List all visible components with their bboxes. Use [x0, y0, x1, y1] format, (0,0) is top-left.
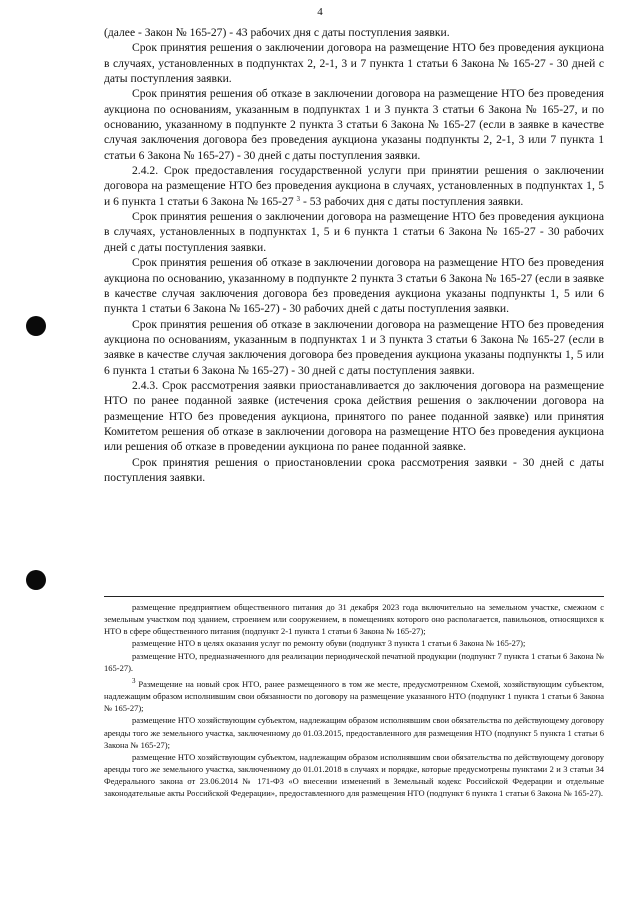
body-paragraph: Срок принятия решения об отказе в заключении договора на размещение НТО без проведения аукциона по основаниям, указанным в подпунктах 1 и 3 пункта 3 статьи 6 Закона № 165-27 (если в заявке в качестве случая заключения договора без проведения аукциона указаны подпункты 1, 5 или 6 пункта 1 статьи 6 Закона № 165-27) - 30 дней с даты поступления заявки. [104, 317, 604, 377]
footnote-item: размещение НТО, предназначенного для реализации периодической печатной продукции (подпункт 7 пункта 1 статьи 6 Закона № 165-27). [104, 650, 604, 673]
body-paragraph: (далее - Закон № 165-27) - 43 рабочих дня с даты поступления заявки. [104, 26, 450, 39]
footnote-item: размещение НТО в целях оказания услуг по ремонту обуви (подпункт 3 пункта 1 статьи 6 Закона № 165-27); [132, 638, 526, 649]
section-2-4-2-text: 2.4.2. Срок предоставления государственной услуги при принятии решения о заключении договора на размещение НТО без проведения аукциона в случаях, установленных в подпунктах 1, 5 и 6 пункта 1 статьи 6 Закона № 165-27 [104, 164, 604, 208]
body-paragraph: Срок принятия решения о заключении договора на размещение НТО без проведения аукциона в случаях, установленных в подпунктах 2, 2-1, 3 и 7 пункта 1 статьи 6 Закона № 165-27 - 30 дней с даты поступления заявки. [104, 41, 604, 86]
footnote-3 [104, 678, 604, 714]
page-number: 4 [317, 6, 323, 18]
body-paragraph: Срок принятия решения об отказе в заключении договора на размещение НТО без проведения аукциона по основанию, указанному в подпункте 2 пункта 3 статьи 6 Закона № 165-27 (если в заявке в качестве случая заключения договора без проведения аукциона указаны подпункты 1, 5 или 6 пункта 1 статьи 6 Закона № 165-27) - 30 рабочих дней с даты поступления заявки. [104, 256, 604, 316]
footnote-marker: 3 [132, 676, 136, 685]
section-2-4-2-tail: - 53 рабочих дня с даты поступления заявки. [300, 194, 524, 208]
footnote-item: размещение НТО хозяйствующим субъектом, надлежащим образом исполнявшим свои обязательства по действующему договору аренды того же земельного участка, заключенному до 01.01.2018 в случаях и порядке, которые предусмотрены пунктами 2 и 3 статьи 34 Федерального закона от 23.06.2014 № 171-ФЗ «О внесении изменений в Земельный кодекс Российской Федерации и отдельные законодательные акты Российской Федерации», предоставленного для размещения НТО (подпункт 6 пункта 1 статьи 6 Закона № 165-27). [104, 751, 604, 799]
footnotes-block [104, 601, 604, 800]
body-paragraph: Срок принятия решения о приостановлении срока рассмотрения заявки - 30 дней с даты поступления заявки. [104, 455, 604, 484]
section-2-4-2-paragraph [104, 163, 604, 209]
punch-hole-mark [26, 316, 46, 336]
document-body [104, 25, 604, 485]
section-2-4-3-paragraph: 2.4.3. Срок рассмотрения заявки приостанавливается до заключения договора на размещение НТО по ранее поданной заявке (истечения срока действия решения о заключении договора на размещение НТО без проведения аукциона, принятого по ранее поданной заявке) или принятия Комитетом решения об отказе в заключении договора на размещение НТО без проведения аукциона или решения об отказе в проведении аукциона по ранее поданной заявке. [104, 378, 604, 454]
footnote-item: размещение предприятием общественного питания до 31 декабря 2023 года включительно на земельном участке, смежном с земельным участком под зданием, строением или сооружением, в помещениях которого оно располагается, павильонов, относящихся к НТО в сфере общественного питания (подпункт 2-1 пункта 1 статьи 6 Закона № 165-27); [104, 602, 604, 637]
footnote-3-text: Размещение на новый срок НТО, ранее размещенного в том же месте, предусмотренном Схемой, хозяйствующим субъектом, надлежащим образом исполнившим свои обязанности по договору на размещение указанного НТО (подпункт 1 пункта 1 статьи 6 Закона № 165-27); [104, 678, 604, 714]
footnote-reference: 3 [296, 194, 301, 203]
footnote-separator [104, 596, 604, 597]
body-paragraph: Срок принятия решения о заключении договора на размещение НТО без проведения аукциона в случаях, установленных в подпунктах 1, 5 и 6 пункта 1 статьи 6 Закона № 165-27 - 30 рабочих дней с даты поступления заявки. [104, 210, 604, 254]
body-paragraph: Срок принятия решения об отказе в заключении договора на размещение НТО без проведения аукциона по основаниям, указанным в подпунктах 1 и 3 пункта 3 статьи 6 Закона № 165-27, и по основанию, указанному в подпункте 2 пункта 3 статьи 6 Закона № 165-27 (если в заявке в качестве случая заключения договора без проведения аукциона указаны подпункты 2, 2-1, 3 или 7 пункта 1 статьи 6 Закона № 165-27) - 30 дней с даты поступления заявки. [104, 87, 604, 162]
footnote-item: размещение НТО хозяйствующим субъектом, надлежащим образом исполнявшим свои обязательства по действующему договору аренды того же земельного участка, заключенному до 01.03.2015, предоставленного для размещения НТО (подпункт 5 пункта 1 статьи 6 Закона № 165-27); [104, 715, 604, 750]
punch-hole-mark [26, 570, 46, 590]
